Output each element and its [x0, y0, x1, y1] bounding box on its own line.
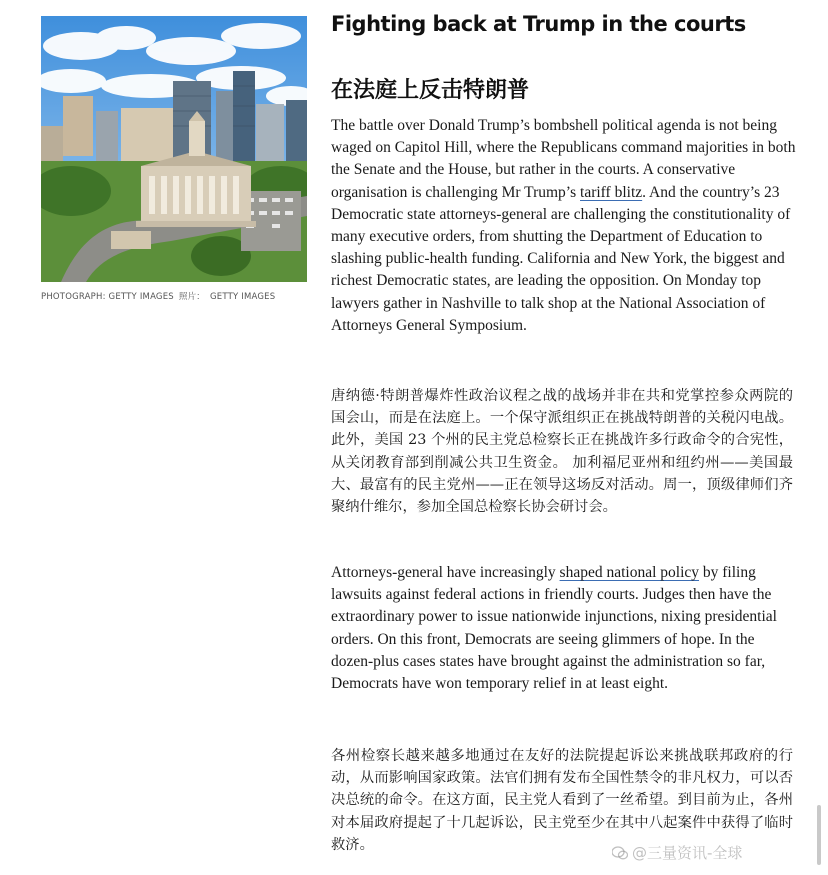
- nashville-capitol-image: [41, 16, 307, 282]
- photo-caption: [41, 290, 311, 302]
- watermark-text: @三量资讯-全球: [632, 844, 743, 862]
- caption-zh-credit: GETTY IMAGES: [210, 292, 276, 302]
- paragraph-2-english: [331, 562, 799, 695]
- caption-zh-label: 照片：: [178, 292, 205, 302]
- paragraph-1-text-a: The battle over Donald Trump’s bombshell political agenda is not being waged on Capitol Hill, where the Republicans command majorities in both the Senate and the House, but rather in the courts. A conservative organisation is challenging Mr Trump’s: [331, 117, 796, 201]
- shaped-national-policy-link[interactable]: shaped national policy: [559, 564, 700, 581]
- tariff-blitz-link[interactable]: tariff blitz: [580, 183, 643, 201]
- caption-credit: PHOTOGRAPH: GETTY IMAGES: [41, 292, 174, 302]
- headline-english: Fighting back at Trump in the courts: [331, 12, 746, 36]
- paragraph-2-text-b: by filing lawsuits against federal actions in friendly courts. Judges then have the extraordinary power to issue nationwide injunctions, nixing presidential orders. On this front, Democrats are seeing glimmers of hope. In the dozen-plus cases states have brought against the administration so far, Democrats have won temporary relief in at least eight.: [331, 564, 777, 693]
- capitol-photo: [41, 16, 307, 282]
- paragraph-1-chinese: 唐纳德·特朗普爆炸性政治议程之战的战场并非在共和党掌控参众两院的国会山，而是在法庭上。一个保守派组织正在挑战特朗普的关税闪电战。此外，美国 23 个州的民主党总检察长正在挑战许多行政命令的合宪性，从关闭教育部到削减公共卫生资金。 加利福尼亚州和纽约州——美国最大、最富有的民主党州——正在领导这场反对活动。周一，顶级律师们齐聚纳什维尔，参加全国总检察长协会研讨会。: [331, 388, 793, 516]
- paragraph-2-text-a: Attorneys-general have increasingly: [331, 564, 560, 581]
- paragraph-1-english: [331, 115, 799, 337]
- headline-chinese: 在法庭上反击特朗普: [331, 78, 530, 103]
- scrollbar-thumb[interactable]: [817, 805, 821, 865]
- paragraph-2-chinese: 各州检察长越来越多地通过在友好的法院提起诉讼来挑战联邦政府的行动，从而影响国家政策。法官们拥有发布全国性禁令的非凡权力，可以否决总统的命令。在这方面，民主党人看到了一丝希望。到目前为止，各州对本届政府提起了十几起诉讼，民主党至少在其中八起案件中获得了临时救济。: [331, 748, 793, 853]
- watermark: [612, 842, 742, 863]
- wechat-icon: [612, 846, 628, 860]
- paragraph-1-text-b: . And the country’s 23 Democratic state attorneys-general are challenging the constitutionality of many executive orders, from shutting the Department of Education to slashing public-health funding. California and New York, the biggest and richest Democratic states, are leading the opposition. On Monday top lawyers gather in Nashville to talk shop at the National Association of Attorneys General Symposium.: [331, 183, 791, 334]
